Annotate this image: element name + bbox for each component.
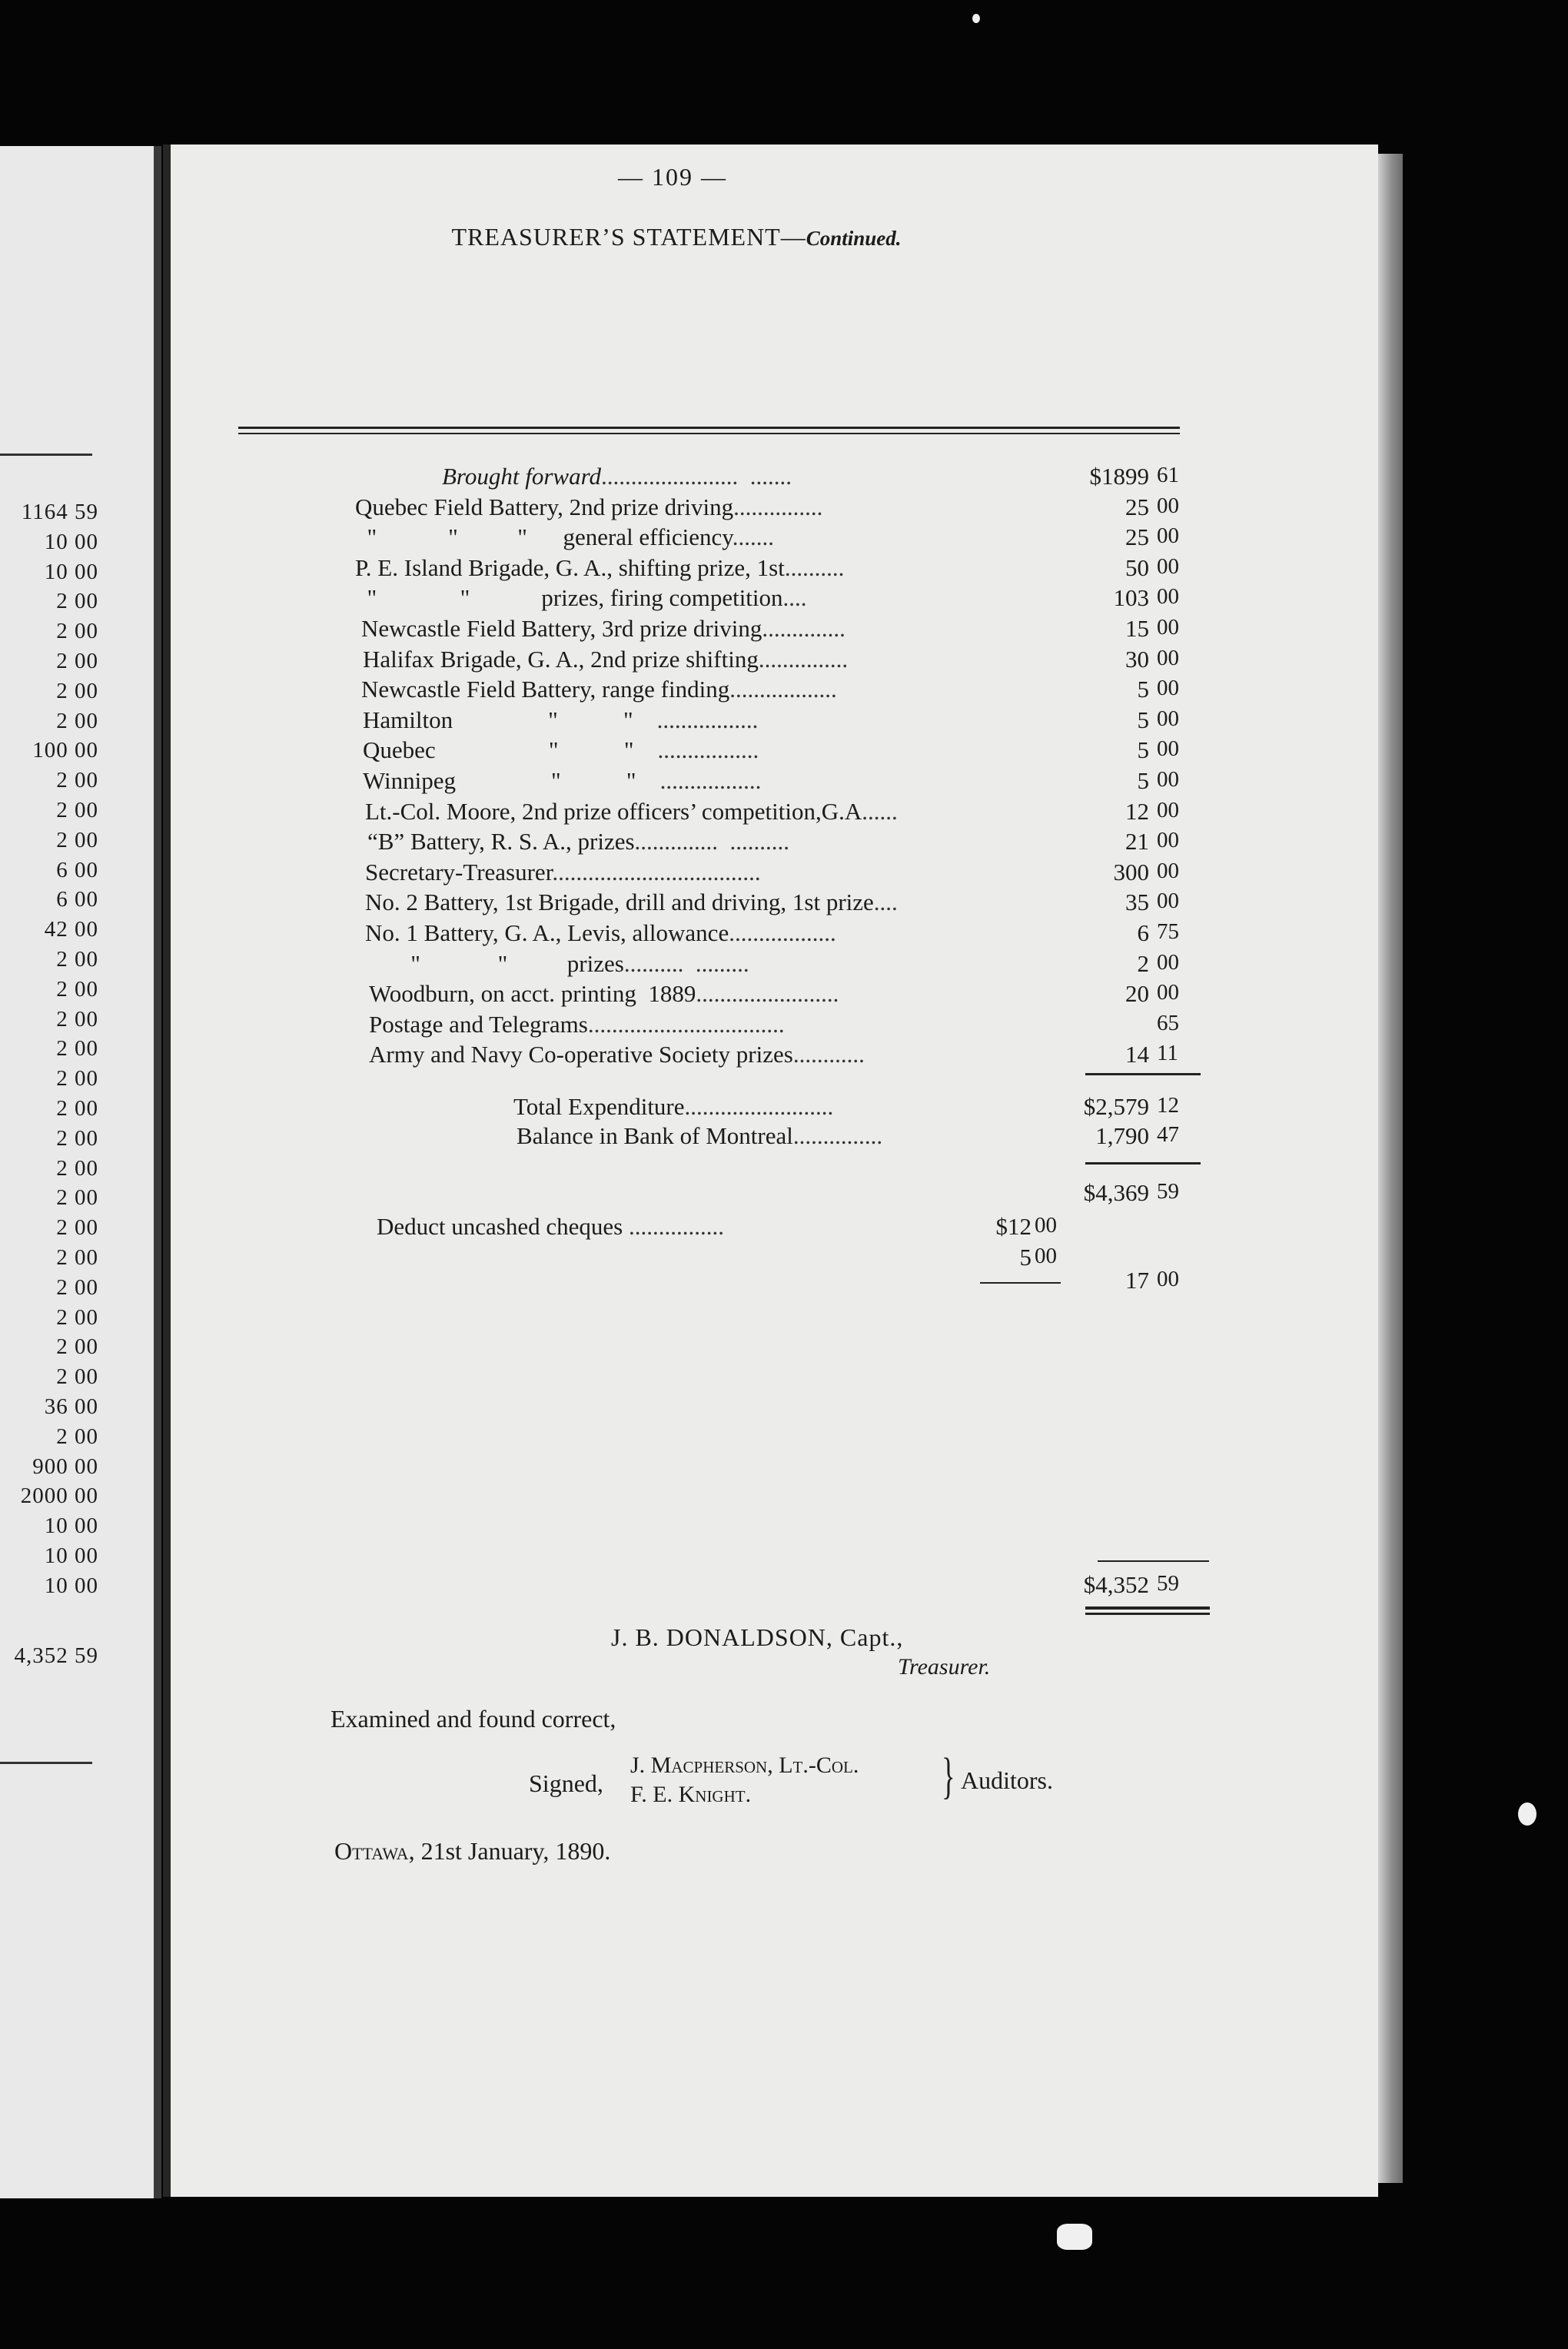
entry-label — [363, 736, 759, 764]
total-dollars: 1,790 — [1095, 1122, 1149, 1149]
entry-leader-dots: ................. — [633, 706, 759, 733]
page-number: — 109 — — [618, 163, 727, 191]
entry-cents: 00 — [1157, 676, 1179, 701]
entry-text: “B” Battery, R. S. A., prizes — [367, 828, 635, 856]
entry-label — [365, 798, 898, 826]
page-edge — [1378, 154, 1403, 2183]
deduct-total-dollars: 17 — [1125, 1267, 1149, 1294]
entry-label — [365, 889, 898, 916]
entry-row — [0, 767, 1214, 798]
deduct-total-cents: 00 — [1157, 1267, 1179, 1291]
entry-text: Newcastle Field Battery, range finding — [361, 676, 730, 703]
entry-row — [0, 798, 1214, 829]
entry-leader-dots: ................................. — [587, 1010, 785, 1038]
entry-text: Brought forward — [442, 463, 601, 490]
entry-text: Winnipeg " " — [363, 767, 636, 794]
entry-text: " " prizes — [369, 949, 624, 977]
entry-label — [369, 950, 749, 978]
grand-total-dollars: $4,352 — [1083, 1571, 1149, 1598]
grand-total-row — [0, 1571, 1214, 1602]
left-page-amount: 2 00 — [56, 976, 98, 1002]
left-page-amount: 2 00 — [56, 589, 98, 614]
total-cents: 12 — [1157, 1093, 1179, 1118]
left-page-amount: 2 00 — [56, 947, 98, 972]
left-page-amount: 10 00 — [44, 559, 98, 584]
entry-label — [369, 1011, 785, 1038]
auditors-brace: } — [942, 1748, 955, 1804]
left-page-amount: 2 00 — [56, 798, 98, 822]
entry-dollars: 35 — [1125, 889, 1149, 916]
entry-leader-dots: .................. — [729, 919, 836, 946]
column-rule — [1085, 1073, 1201, 1075]
left-page-amount: 2 00 — [56, 619, 98, 644]
left-page-amount: 10 00 — [44, 529, 98, 554]
treasurer-title: Treasurer. — [898, 1654, 991, 1680]
left-page-amount: 2 00 — [56, 1245, 98, 1270]
entry-dollars: 103 — [1113, 584, 1149, 612]
entry-label — [363, 646, 848, 673]
entry-text: Postage and Telegrams — [369, 1010, 588, 1038]
left-page-amount: 1164 59 — [21, 500, 98, 524]
entry-dollars: 20 — [1125, 980, 1149, 1008]
entry-cents: 00 — [1157, 645, 1179, 670]
entry-dollars: $1899 — [1089, 463, 1149, 490]
entry-leader-dots: ....................... ....... — [600, 463, 792, 490]
auditors-label: Auditors. — [961, 1766, 1053, 1794]
entry-cents: 00 — [1157, 980, 1179, 1005]
entry-row — [0, 706, 1214, 737]
entry-cents: 00 — [1157, 736, 1179, 762]
entry-row — [0, 493, 1214, 524]
left-page-amount: 6 00 — [56, 887, 98, 912]
entry-dollars: 50 — [1125, 553, 1149, 581]
entry-text: P. E. Island Brigade, G. A., shifting prize, 1st — [355, 553, 785, 581]
subtotal-rule — [1085, 1162, 1201, 1165]
entry-row — [0, 950, 1214, 981]
treasurer-name: J. B. DONALDSON, Capt., — [611, 1623, 904, 1651]
left-page-amount: 10 00 — [44, 1573, 98, 1598]
entry-text: Newcastle Field Battery, 3rd prize driving — [361, 615, 762, 642]
entry-text: Woodburn, on acct. printing 1889 — [369, 980, 696, 1008]
entry-dollars: 2 — [1137, 949, 1149, 977]
entry-label — [363, 767, 761, 795]
entry-text: Lt.-Col. Moore, 2nd prize officers’ competition,G.A — [365, 797, 862, 825]
entry-label — [355, 584, 807, 612]
title-main: TREASURER’S STATEMENT— — [451, 223, 806, 251]
entry-text: Quebec Field Battery, 2nd prize driving — [355, 493, 734, 520]
left-page-total-rule — [0, 1762, 92, 1764]
entry-dollars: 21 — [1125, 828, 1149, 856]
left-page-amount: 2 00 — [56, 827, 98, 852]
scan-speck — [972, 14, 980, 23]
entry-text: " " " general efficiency — [355, 523, 733, 551]
entry-cents: 00 — [1157, 523, 1179, 549]
entry-dollars: 5 — [1137, 767, 1149, 794]
grand-total-double-rule-2 — [1085, 1613, 1210, 1615]
entry-row — [0, 1041, 1214, 1072]
entry-label — [365, 919, 836, 947]
entry-row — [0, 615, 1214, 646]
entry-row — [0, 676, 1214, 706]
grand-total-double-rule-1 — [1085, 1606, 1210, 1610]
entry-row — [0, 980, 1214, 1011]
left-page-top-rule — [0, 454, 92, 456]
scan-speck — [1518, 1802, 1536, 1826]
total-label — [513, 1093, 833, 1121]
left-page-amount: 2 00 — [56, 1215, 98, 1241]
deduct-row — [0, 1213, 1214, 1244]
entry-label — [367, 828, 789, 856]
entry-row — [0, 828, 1214, 859]
entry-leader-dots: ............... — [758, 645, 849, 673]
left-page-amount: 2 00 — [56, 1334, 98, 1360]
entry-cents: 00 — [1157, 828, 1179, 853]
entry-cents: 65 — [1157, 1010, 1179, 1035]
left-page-amount: 2 00 — [56, 1364, 98, 1390]
page — [168, 145, 1378, 2197]
entry-label — [355, 493, 822, 521]
signed-label: Signed, — [529, 1769, 603, 1797]
entry-label — [369, 1041, 865, 1068]
entry-leader-dots: .......... ......... — [623, 949, 749, 977]
left-page-amount: 2 00 — [56, 1066, 98, 1091]
left-page-amount: 36 00 — [44, 1394, 98, 1419]
entry-label — [369, 980, 839, 1008]
entry-cents: 75 — [1157, 919, 1179, 944]
header-rule-top — [238, 427, 1180, 429]
entry-dollars: 30 — [1125, 645, 1149, 673]
entry-leader-dots: .............. .......... — [634, 828, 790, 856]
entry-leader-dots: ....... — [732, 523, 775, 551]
entry-row — [0, 736, 1214, 767]
total-text: Balance in Bank of Montreal — [517, 1122, 793, 1149]
entry-label — [363, 706, 758, 734]
entry-leader-dots: ............... — [733, 493, 823, 520]
entry-cents: 00 — [1157, 767, 1179, 792]
entry-label — [361, 676, 837, 703]
total-text: Total Expenditure — [513, 1093, 685, 1120]
entry-text: Army and Navy Co-operative Society prizes — [369, 1041, 793, 1068]
subtotal-row — [0, 1179, 1214, 1210]
entry-dollars: 300 — [1113, 858, 1149, 885]
entry-label — [365, 859, 761, 886]
total-row — [0, 1122, 1214, 1153]
deduct-item-1-dollars: $12 — [995, 1213, 1031, 1240]
left-page-amount: 2 00 — [56, 1155, 98, 1181]
left-page-amount: 4,352 59 — [14, 1643, 98, 1668]
left-page-amount: 2 00 — [56, 1036, 98, 1062]
entry-dollars: 25 — [1125, 493, 1149, 520]
deduct-label: Deduct uncashed cheques ................ — [377, 1213, 724, 1240]
entry-leader-dots: .... — [873, 889, 898, 916]
entry-cents: 00 — [1157, 493, 1179, 518]
total-label — [517, 1122, 882, 1150]
left-page-amount: 2 00 — [56, 678, 98, 703]
entry-leader-dots: ...... — [862, 797, 898, 825]
left-page-amount: 2 00 — [56, 1185, 98, 1211]
entry-leader-dots: .................. — [729, 676, 837, 703]
examined-text: Examined and found correct, — [331, 1705, 616, 1733]
entry-leader-dots: .......... — [784, 553, 845, 581]
entry-dollars: 6 — [1137, 919, 1149, 946]
entry-dollars: 5 — [1137, 736, 1149, 764]
left-page-amount: 42 00 — [44, 917, 98, 942]
left-page-amount: 2 00 — [56, 708, 98, 733]
deduct-item-2-dollars: 5 — [1019, 1244, 1031, 1271]
grand-total-top-rule — [1098, 1560, 1209, 1562]
entry-dollars: 15 — [1125, 615, 1149, 642]
auditor-macpherson: J. Macpherson, Lt.-Col. — [630, 1753, 859, 1778]
total-leader-dots: ......................... — [684, 1093, 834, 1120]
total-leader-dots: ............... — [792, 1122, 883, 1149]
left-page-amount: 2 00 — [56, 649, 98, 673]
entry-row — [0, 463, 1214, 493]
subtotal-dollars: $4,369 — [1083, 1179, 1149, 1206]
total-row — [0, 1093, 1214, 1124]
subtotal-cents: 59 — [1157, 1179, 1179, 1204]
entry-dollars: 25 — [1125, 523, 1149, 551]
entry-cents: 00 — [1157, 706, 1179, 731]
entry-cents: 00 — [1157, 858, 1179, 883]
deduct-item-1-cents: 00 — [1035, 1213, 1057, 1238]
deduct-item-2-cents: 00 — [1035, 1244, 1057, 1268]
left-page-amount: 10 00 — [44, 1513, 98, 1539]
entry-row — [0, 889, 1214, 919]
entry-leader-dots: .... — [782, 584, 807, 612]
entry-dollars: 12 — [1125, 797, 1149, 825]
entry-text: Hamilton " " — [363, 706, 633, 733]
entry-text: Halifax Brigade, G. A., 2nd prize shifting — [363, 645, 759, 673]
entry-cents: 00 — [1157, 797, 1179, 822]
left-page-amount: 2000 00 — [20, 1483, 98, 1509]
scan-speck — [1057, 2224, 1092, 2250]
entry-label — [355, 523, 774, 551]
left-page-amount: 2 00 — [56, 1274, 98, 1300]
entry-row — [0, 523, 1214, 554]
entry-text: Quebec " " — [363, 736, 634, 764]
entry-cents: 00 — [1157, 615, 1179, 640]
total-dollars: $2,579 — [1083, 1093, 1149, 1120]
left-page-fragment — [0, 146, 161, 2198]
entry-leader-dots: ................. — [636, 767, 762, 794]
page-title — [261, 223, 1091, 251]
left-page-amount: 2 00 — [56, 1304, 98, 1330]
entry-row — [0, 919, 1214, 950]
entry-row — [0, 584, 1214, 615]
entry-text: No. 2 Battery, 1st Brigade, drill and driving, 1st prize — [365, 889, 874, 916]
auditor-knight: F. E. Knight. — [630, 1782, 752, 1807]
entry-cents: 00 — [1157, 584, 1179, 610]
left-page-amount: 2 00 — [56, 1096, 98, 1121]
entry-label — [355, 554, 844, 582]
left-page-amount: 2 00 — [56, 1424, 98, 1449]
book-spine — [163, 145, 171, 2197]
entry-leader-dots: ................................... — [552, 858, 761, 885]
left-page-amount: 100 00 — [32, 738, 98, 763]
entry-cents: 00 — [1157, 949, 1179, 975]
left-page-amount: 900 00 — [32, 1454, 98, 1479]
entry-row — [0, 1011, 1214, 1042]
total-cents: 47 — [1157, 1122, 1179, 1147]
entry-leader-dots: ................. — [633, 736, 759, 764]
entry-label — [442, 463, 792, 490]
entry-cents: 11 — [1157, 1041, 1178, 1066]
entry-row — [0, 554, 1214, 585]
entry-dollars: 5 — [1137, 676, 1149, 703]
entry-label — [361, 615, 845, 643]
title-continued: Continued. — [806, 227, 902, 250]
entry-text: " " prizes, firing competition — [355, 584, 783, 612]
left-page-amount: 2 00 — [56, 1006, 98, 1032]
entry-cents: 00 — [1157, 553, 1179, 579]
entry-leader-dots: .............. — [762, 615, 845, 642]
entry-text: No. 1 Battery, G. A., Levis, allowance — [365, 919, 729, 946]
left-page-amount: 6 00 — [56, 857, 98, 882]
entry-leader-dots: ........................ — [696, 980, 839, 1008]
entry-cents: 00 — [1157, 889, 1179, 914]
left-page-amount: 10 00 — [44, 1543, 98, 1568]
entry-row — [0, 859, 1214, 889]
entry-row — [0, 646, 1214, 676]
header-rule-bottom — [238, 433, 1180, 434]
place-date: Ottawa, 21st January, 1890. — [334, 1837, 611, 1865]
left-page-amount: 2 00 — [56, 768, 98, 793]
left-page-amount: 2 00 — [56, 1125, 98, 1151]
entry-leader-dots: ............ — [792, 1041, 865, 1068]
entry-dollars: 5 — [1137, 706, 1149, 733]
deduct-total-row — [0, 1267, 1214, 1297]
entry-dollars: 14 — [1125, 1041, 1149, 1068]
grand-total-cents: 59 — [1157, 1571, 1179, 1596]
entry-cents: 61 — [1157, 463, 1179, 487]
entry-text: Secretary-Treasurer — [365, 858, 553, 885]
